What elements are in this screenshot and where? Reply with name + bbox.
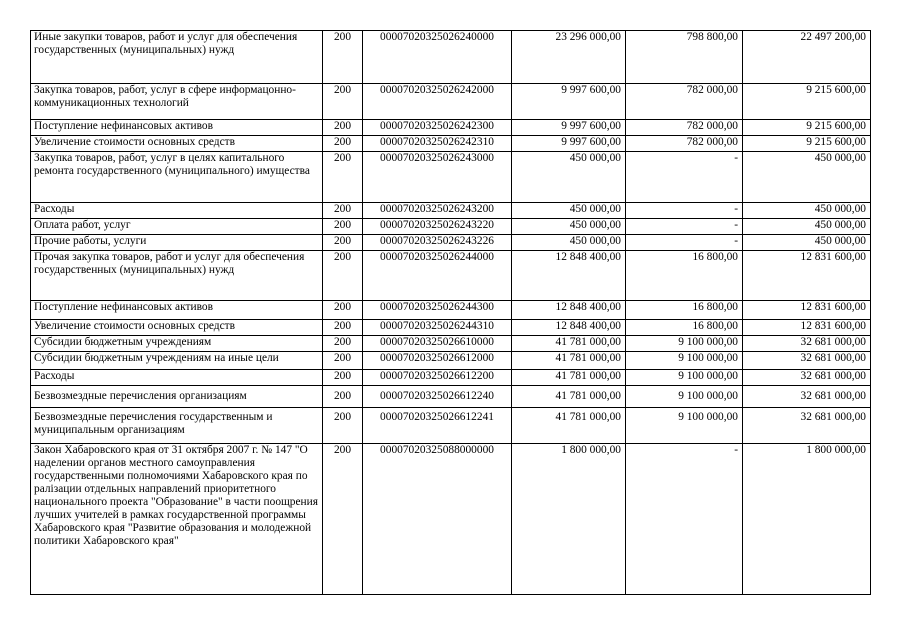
row-exec: 782 000,00 [626, 84, 743, 120]
row-csr: 00007020325026612240 [363, 386, 512, 408]
row-name: Закупка товаров, работ, услуг в целях капитального ремонта государственного (муниципального) имущества [31, 152, 323, 203]
row-name: Расходы [31, 203, 323, 219]
row-plan: 9 997 600,00 [512, 84, 626, 120]
row-csr: 00007020325026243200 [363, 203, 512, 219]
row-code: 200 [323, 152, 363, 203]
table-row [31, 235, 871, 251]
row-name: Увеличение стоимости основных средств [31, 320, 323, 336]
table-row [31, 120, 871, 136]
table-row [31, 203, 871, 219]
row-rest: 9 215 600,00 [743, 120, 871, 136]
row-rest: 32 681 000,00 [743, 336, 871, 352]
row-exec: 798 800,00 [626, 31, 743, 84]
row-code: 200 [323, 444, 363, 595]
table-row [31, 444, 871, 595]
row-csr: 00007020325088000000 [363, 444, 512, 595]
row-code: 200 [323, 31, 363, 84]
budget-table [30, 30, 871, 595]
table-row [31, 336, 871, 352]
table-row [31, 370, 871, 386]
row-plan: 450 000,00 [512, 203, 626, 219]
row-rest: 22 497 200,00 [743, 31, 871, 84]
row-exec: 9 100 000,00 [626, 370, 743, 386]
row-code: 200 [323, 136, 363, 152]
row-code: 200 [323, 352, 363, 370]
row-exec: - [626, 235, 743, 251]
row-code: 200 [323, 251, 363, 301]
row-rest: 450 000,00 [743, 219, 871, 235]
row-code: 200 [323, 235, 363, 251]
row-csr: 00007020325026612241 [363, 408, 512, 444]
row-rest: 1 800 000,00 [743, 444, 871, 595]
row-plan: 9 997 600,00 [512, 136, 626, 152]
row-rest: 450 000,00 [743, 235, 871, 251]
row-name: Закупка товаров, работ, услуг в сфере информацонно-коммуникационных технологий [31, 84, 323, 120]
row-code: 200 [323, 320, 363, 336]
row-name: Прочая закупка товаров, работ и услуг для обеспечения государственных (муниципальных) нужд [31, 251, 323, 301]
row-csr: 00007020325026244310 [363, 320, 512, 336]
row-rest: 9 215 600,00 [743, 84, 871, 120]
row-plan: 41 781 000,00 [512, 386, 626, 408]
row-exec: 9 100 000,00 [626, 336, 743, 352]
row-name: Оплата работ, услуг [31, 219, 323, 235]
row-csr: 00007020325026612200 [363, 370, 512, 386]
row-plan: 12 848 400,00 [512, 251, 626, 301]
row-code: 200 [323, 219, 363, 235]
table-row [31, 152, 871, 203]
row-plan: 1 800 000,00 [512, 444, 626, 595]
row-csr: 00007020325026243226 [363, 235, 512, 251]
row-rest: 32 681 000,00 [743, 386, 871, 408]
row-exec: 16 800,00 [626, 251, 743, 301]
row-name: Субсидии бюджетным учреждениям [31, 336, 323, 352]
row-plan: 41 781 000,00 [512, 370, 626, 386]
row-exec: - [626, 219, 743, 235]
row-exec: 9 100 000,00 [626, 352, 743, 370]
table-row [31, 219, 871, 235]
row-name: Субсидии бюджетным учреждениям на иные цели [31, 352, 323, 370]
row-exec: - [626, 152, 743, 203]
row-rest: 12 831 600,00 [743, 251, 871, 301]
row-rest: 450 000,00 [743, 152, 871, 203]
row-plan: 450 000,00 [512, 235, 626, 251]
row-code: 200 [323, 120, 363, 136]
table-row [31, 301, 871, 320]
row-plan: 41 781 000,00 [512, 408, 626, 444]
row-name: Поступление нефинансовых активов [31, 120, 323, 136]
row-csr: 00007020325026242000 [363, 84, 512, 120]
row-rest: 32 681 000,00 [743, 408, 871, 444]
table-row [31, 84, 871, 120]
row-plan: 23 296 000,00 [512, 31, 626, 84]
row-exec: - [626, 444, 743, 595]
row-csr: 00007020325026244000 [363, 251, 512, 301]
row-name: Увеличение стоимости основных средств [31, 136, 323, 152]
row-rest: 32 681 000,00 [743, 352, 871, 370]
row-name: Безвозмездные перечисления государственным и муниципальным организациям [31, 408, 323, 444]
row-name: Закон Хабаровского края от 31 октября 2007 г. № 147 "О наделении органов местного самоуправления государственными полномочиями Хабаровского края по ралізации отдельных направлений приоритетного национального проекта "Образование" в части поощрения лучших учителей в рамках государственной программы Хабаровского края "Развитие образования и молодежной политики Хабаровского края" [31, 444, 323, 595]
row-name: Расходы [31, 370, 323, 386]
row-csr: 00007020325026243220 [363, 219, 512, 235]
row-exec: 9 100 000,00 [626, 408, 743, 444]
row-code: 200 [323, 336, 363, 352]
row-code: 200 [323, 370, 363, 386]
row-code: 200 [323, 301, 363, 320]
row-plan: 41 781 000,00 [512, 336, 626, 352]
row-exec: 16 800,00 [626, 320, 743, 336]
table-row [31, 31, 871, 84]
row-csr: 00007020325026244300 [363, 301, 512, 320]
row-rest: 450 000,00 [743, 203, 871, 219]
row-code: 200 [323, 408, 363, 444]
row-csr: 00007020325026240000 [363, 31, 512, 84]
row-plan: 41 781 000,00 [512, 352, 626, 370]
row-exec: 16 800,00 [626, 301, 743, 320]
table-row [31, 352, 871, 370]
row-exec: 782 000,00 [626, 120, 743, 136]
row-code: 200 [323, 84, 363, 120]
row-csr: 00007020325026610000 [363, 336, 512, 352]
row-csr: 00007020325026242300 [363, 120, 512, 136]
row-rest: 12 831 600,00 [743, 320, 871, 336]
row-code: 200 [323, 386, 363, 408]
row-csr: 00007020325026242310 [363, 136, 512, 152]
row-csr: 00007020325026612000 [363, 352, 512, 370]
row-exec: - [626, 203, 743, 219]
row-exec: 782 000,00 [626, 136, 743, 152]
table-row [31, 320, 871, 336]
row-plan: 450 000,00 [512, 219, 626, 235]
row-name: Безвозмездные перечисления организациям [31, 386, 323, 408]
row-plan: 450 000,00 [512, 152, 626, 203]
row-exec: 9 100 000,00 [626, 386, 743, 408]
row-plan: 9 997 600,00 [512, 120, 626, 136]
row-csr: 00007020325026243000 [363, 152, 512, 203]
table-row [31, 251, 871, 301]
row-name: Поступление нефинансовых активов [31, 301, 323, 320]
row-name: Иные закупки товаров, работ и услуг для обеспечения государственных (муниципальных) нужд [31, 31, 323, 84]
budget-report-sheet [30, 30, 870, 595]
row-name: Прочие работы, услуги [31, 235, 323, 251]
row-plan: 12 848 400,00 [512, 301, 626, 320]
row-code: 200 [323, 203, 363, 219]
table-row [31, 136, 871, 152]
table-row [31, 386, 871, 408]
row-rest: 12 831 600,00 [743, 301, 871, 320]
table-row [31, 408, 871, 444]
row-rest: 9 215 600,00 [743, 136, 871, 152]
row-plan: 12 848 400,00 [512, 320, 626, 336]
row-rest: 32 681 000,00 [743, 370, 871, 386]
